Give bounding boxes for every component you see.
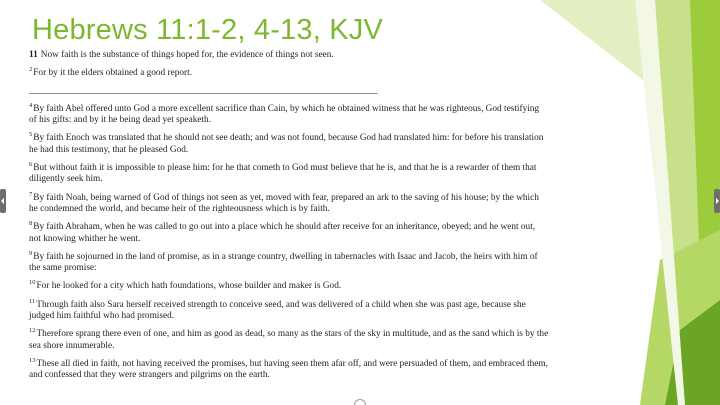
verse-text: By faith Noah, being warned of God of things not seen as yet, moved with fear, prepared an ark to the saving of his house; by the which he condemned the world, and became heir of the righteousness which is by faith. [29, 192, 539, 215]
green-facet-decoration [540, 0, 720, 405]
verse-text: Through faith also Sara herself received strength to conceive seed, and was delivered of a child when she was past age, because she judged him faithful who had promised. [29, 299, 526, 322]
verse-7 [29, 190, 549, 216]
verse-2 [29, 68, 549, 79]
verse-text: Therefore sprang there even of one, and him as good as dead, so many as the stars of the sky in multitude, and as the sand which is by the sea shore innumerable. [29, 329, 549, 351]
verse-4 [29, 101, 549, 127]
slide-title: Hebrews 11:1-2, 4-13, KJV [32, 14, 384, 46]
verse-11-1 [29, 50, 549, 61]
verse-text: But without faith it is impossible to please him: for he that cometh to God must believe that he is, and that he is a rewarder of them that diligently seek him. [29, 163, 537, 185]
verse-number: 7 [29, 190, 33, 198]
verse-number: 12 [29, 327, 36, 335]
verse-number: 8 [29, 220, 33, 228]
verse-text: By faith he sojourned in the land of promise, as in a strange country, dwelling in tabernacles with Isaac and Jacob, the heirs with him of the same promise: [29, 251, 538, 274]
verse-number: 10 [29, 279, 36, 287]
verse-text: For he looked for a city which hath foundations, whose builder and maker is God. [36, 281, 342, 292]
verse-number: 9 [29, 249, 33, 257]
verse-number: 11 [29, 297, 36, 305]
verse-number: 4 [29, 101, 33, 109]
verse-8 [29, 222, 549, 245]
verse-number: 6 [29, 160, 33, 168]
verse-text: By faith Abel offered unto God a more excellent sacrifice than Cain, by which he obtained witness that he was righteous, God testifying of his gifts: and by it he being dead yet speaketh. [29, 103, 540, 126]
circle-icon[interactable] [354, 399, 366, 405]
verse-13 [29, 356, 549, 382]
divider-line: ______________________________________________________________________________________ [29, 86, 378, 97]
verse-11 [29, 297, 549, 323]
verse-12 [29, 329, 549, 352]
verse-number: 13 [29, 356, 36, 364]
chevron-right-icon[interactable] [714, 189, 720, 213]
verse-text: By faith Enoch was translated that he should not see death; and was not found, because God had translated him: for before his translation he had this testimony, that he pleased God. [29, 133, 544, 155]
verse-text: By faith Abraham, when he was called to go out into a place which he should after receive for an inheritance, obeyed; and he went out, not knowing whither he went. [29, 222, 536, 244]
verse-content [29, 50, 549, 389]
verse-number: 2 [29, 66, 33, 74]
verse-10 [29, 281, 549, 292]
verse-number: 11 [29, 50, 38, 60]
verse-6 [29, 160, 549, 186]
verse-text: These all died in faith, not having received the promises, but having seen them afar off, and were persuaded of them, and embraced them, and confessed that they were strangers and pilgrims on the earth. [29, 358, 548, 381]
verse-text: For by it the elders obtained a good report. [33, 68, 193, 79]
verse-9 [29, 249, 549, 275]
verse-number: 5 [29, 131, 33, 139]
verse-5 [29, 133, 549, 156]
verse-text: Now faith is the substance of things hoped for, the evidence of things not seen. [40, 50, 334, 60]
chevron-left-icon[interactable] [0, 189, 6, 213]
